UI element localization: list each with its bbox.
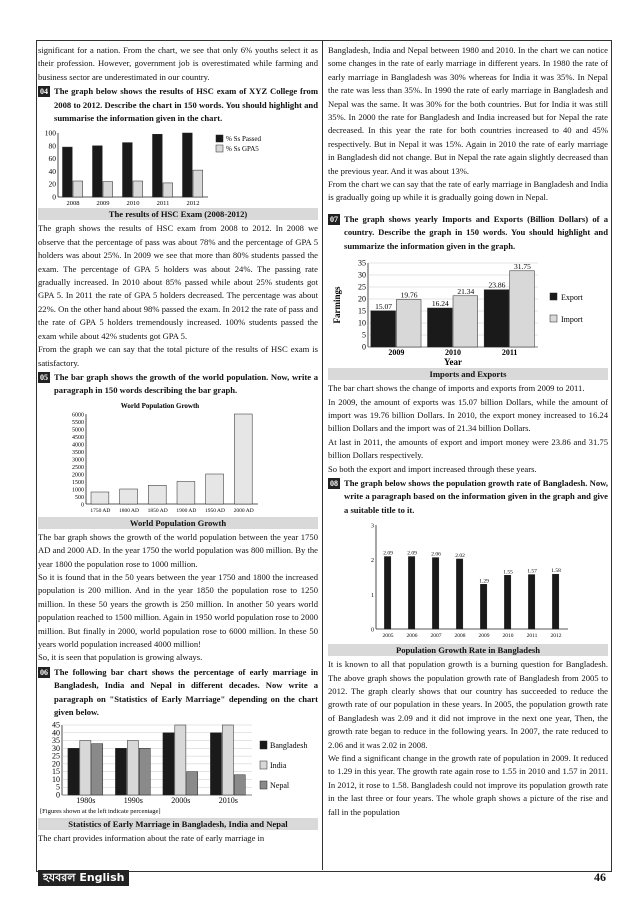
bar [187,772,198,795]
data-label: 1.58 [551,568,561,575]
y-tick-label: 20 [358,294,366,304]
y-axis-label: Farmings [332,286,342,324]
bar [103,182,113,197]
bar [133,181,143,197]
y-tick-label: 10 [52,775,60,785]
legend-swatch [216,135,223,142]
y-tick-label: 30 [358,270,366,280]
legend-label: India [270,761,287,771]
column-divider [322,40,323,870]
bar [428,308,453,347]
x-tick-label: 2000s [171,796,191,806]
legend-label: Import [561,315,583,325]
y-tick-label: 0 [371,627,374,634]
bar [234,775,245,795]
x-tick-label: 2008 [66,200,80,208]
right-column [328,44,608,819]
question-number: 04 [40,87,48,97]
x-tick-label: 2010 [445,348,461,358]
chart-caption: Imports and Exports [328,368,608,380]
x-tick-label: 1750 AD [90,507,111,514]
x-tick-label: 2011 [156,200,170,208]
y-tick-label: 4500 [72,434,84,441]
legend-label: Nepal [270,781,290,791]
answer-paragraph: The chart provides information about the rate of early marriage in [38,833,265,844]
legend-swatch [260,781,267,789]
y-tick-label: 20 [48,180,56,190]
bar [480,584,486,629]
data-label: 1.57 [527,568,537,575]
x-tick-label: 2007 [430,633,442,640]
question-08 [328,477,608,517]
y-tick-label: 30 [52,744,60,754]
x-tick-label: 2009 [388,348,405,358]
y-tick-label: 4000 [72,442,84,449]
chart-caption: The results of HSC Exam (2008-2012) [38,208,318,220]
answer-paragraph: So it is found that in the 50 years between the year 1750 and 1800 the increased population is 200 million. And in the year 1850 the population rose to 1250 million. In these 50 years the growth is 250 million. In another 50 years world population reached to 1500 million. Again in 1950 world population rose to 2000 million. But finally in 2000, world population rose to 6000 million. In these 50 years world population increased 4000 million! [38,571,318,649]
bar [528,575,534,629]
imports-exports-chart [328,255,608,367]
bar [123,143,133,197]
question-text: The graph below shows the population growth rate of Bangladesh. Now, write a paragraph based on the information given in the graph and give a suitable title to it. [344,477,608,515]
legend-swatch [550,315,557,322]
bar [504,575,510,629]
y-tick-label: 15 [358,306,366,316]
legend-label: Export [561,293,583,303]
data-label: 2.06 [431,551,441,558]
answer-paragraph: The bar chart shows the change of imports and exports from 2009 to 2011. [328,383,585,394]
bar [80,741,91,795]
page-footer [36,868,610,890]
data-label: 16.24 [431,299,449,309]
answer-paragraph: The graph shows the results of HSC exam from 2008 to 2012. In 2008 we observe that the percentage of pass was about 78% and the percentage of GPA 5 holders was about 25%. In 2009 we see that more than 80% students passed the exam. The percentage of GPA 5 holders was about 24%. The passing rate gradually increased. In 2010 about 85% passed while about 25% students got GPA 5. In 2011 the rate of GPA 5 holders decreased. The percentage was about 22%. On the other hand about 98% passed the exam. In 2012 the rate of pass and the rate of GPA 5 holders tremendously increased. 100% students passed the exam while about 42% students got GPA 5. [38,223,318,341]
bar [384,557,390,629]
answer-paragraph: Bangladesh, India and Nepal between 1980 and 2010. In the chart we can notice some changes in the rate of early marriage in different years. In 1980 the rate of early marriage in Bangladesh was 30% whereas for India it was 35%. In Nepal the rate was less than 35%. In 1990 the rate of early marriage in Bangladesh and Nepal was the same. It was 30% for the both countries. But for India it was still 35%. In 2000 the rate for Bangladesh and India increased but for Nepal the rate decreased. In this year the rate for both countries increased to 40 and 45% respectively. But in Nepal it was 15%. Again in 2010 the rate of early marriage in Bangladesh did not change. But in Nepal the rate again slightly decreased than the previous year. And it was about 13%. [328,45,608,176]
y-tick-label: 25 [52,752,60,762]
y-tick-label: 10 [358,318,366,328]
data-label: 21.34 [457,286,475,296]
y-tick-label: 40 [52,728,60,738]
x-tick-label: 2006 [406,633,418,640]
x-tick-label: 1850 AD [147,507,168,514]
bar [371,311,396,347]
bar [127,741,138,795]
bar [120,489,138,504]
y-tick-label: 3 [371,523,374,530]
bar [148,485,166,504]
left-column [38,44,318,846]
bar [206,474,224,504]
data-label: 1.29 [479,578,489,585]
question-text: The graph shows yearly Imports and Exports (Billion Dollars) of a country. Describe the graph in 150 words. You should highlight and summarize the information given in the graph. [344,213,608,251]
x-tick-label: 2009 [96,200,110,208]
question-05 [38,371,318,398]
y-tick-label: 1000 [72,487,84,494]
bar [222,725,233,795]
y-tick-label: 0 [81,502,84,509]
legend-label: % Ss GPA5 [226,145,259,154]
bar [210,733,221,795]
y-tick-label: 5000 [72,427,84,434]
question-number: 07 [330,214,338,224]
bar [193,171,203,198]
y-tick-label: 2 [371,558,374,565]
question-04 [38,85,318,125]
bar [175,725,186,795]
question-number: 05 [40,372,48,382]
y-tick-label: 35 [52,736,60,746]
y-tick-label: 5 [362,330,366,340]
answer-paragraph: From the graph we can say that the total picture of the results of HSC exam is satisfactory. [38,344,318,368]
bar [484,290,509,347]
question-number: 06 [40,667,48,677]
hsc-results-chart [38,127,318,207]
data-label: 23.86 [488,280,506,290]
bar [183,133,193,197]
bar [396,300,421,347]
bar [139,749,150,796]
bar [456,559,462,629]
y-tick-label: 0 [56,790,60,800]
y-tick-label: 60 [48,154,56,164]
question-text: The bar graph shows the growth of the world population. Now, write a paragraph in 150 words describing the bar graph. [54,371,318,396]
answer-paragraph: We find a significant change in the growth rate of population in 2009. It reduced to 1.29 in this year. The growth rate again rose to 1.55 in 2010 and 1.57 in 2011. In 2012, it rose to 1.58. Bangladesh could not improve its population growth rate in the last three or four years. The whole graph shows a picture of the rise and fall in the population [328,753,608,817]
page-number: 46 [594,870,606,884]
y-tick-label: 1500 [72,479,84,486]
bar [92,744,103,795]
intro-paragraph: significant for a nation. From the chart, we see that only 6% youths select it as their profession. However, government job is overestimated while farming and business sector are underestimated in our country. [38,45,318,82]
answer-paragraph: So both the export and import increased through these years. [328,463,537,474]
chart-caption: World Population Growth [38,517,318,529]
y-tick-label: 2500 [72,464,84,471]
answer-paragraph: In 2009, the amount of exports was 15.07 billion Dollars, while the amount of import was 19.76 billion Dollars. In 2010, the export money increased to 16.24 billion Dollars and the import was of 21.34 billion Dollars. [328,396,608,434]
data-label: 19.76 [400,290,418,300]
world-population-chart [38,400,318,516]
bar [93,146,103,197]
y-tick-label: 3500 [72,449,84,456]
y-tick-label: 25 [358,282,366,292]
bar [63,148,73,198]
answer-paragraph: At last in 2011, the amounts of export and import money were 23.86 and 31.75 billion Dollars respectively. [328,436,608,461]
legend-swatch [260,741,267,749]
x-tick-label: 1980s [76,796,96,806]
bar [234,414,252,504]
y-tick-label: 5500 [72,419,84,426]
data-label: 1.55 [503,569,513,576]
x-tick-label: 2000 AD [233,507,254,514]
bar [163,183,173,197]
y-tick-label: 6000 [72,412,84,419]
bar [177,481,195,504]
early-marriage-chart [38,721,318,817]
legend-swatch [550,293,557,300]
chart-note: [Figures shown at the left indicate percentage] [40,808,161,816]
bar [552,574,558,629]
x-tick-label: 1950 AD [204,507,226,514]
y-tick-label: 5 [56,783,60,793]
question-text: The following bar chart shows the percentage of early marriage in Bangladesh, India and Nepal in different decades. Now write a paragraph on "Statistics of Early Marriage" depending on the chart given below. [54,666,318,717]
data-label: 2.09 [383,550,393,557]
chart-caption: Statistics of Early Marriage in Bangladesh, India and Nepal [38,818,318,830]
y-tick-label: 15 [52,767,60,777]
answer-paragraph: From the chart we can say that the rate of early marriage in Bangladesh and India is gradually going up while it is gradually going down in Nepal. [328,179,608,203]
x-tick-label: 2012 [186,200,200,208]
bar [91,492,109,504]
y-tick-label: 100 [44,128,56,138]
answer-paragraph: It is known to all that population growth is a burning question for Bangladesh. The above graph shows the population growth rate of Bangladesh from 2005 to 2012. The graph clearly shows that our country has succeeded to reduce the growth rate of our population in these years. In 2005, the population growth rate of Bangladesh was 2.09 and it did not improve in the next one year, Then, the growth rate began to reduce in the following years. In 2007, the rate reduced to 2.06 and it was 2.02 in 2008. [328,659,608,750]
y-tick-label: 45 [52,721,60,730]
bar [73,181,83,197]
x-axis-label: Year [444,357,462,368]
x-tick-label: 2008 [454,633,466,640]
x-tick-label: 2005 [382,633,394,640]
data-label: 15.07 [375,301,393,311]
legend-swatch [216,145,223,152]
question-text: The graph below shows the results of HSC exam of XYZ College from 2008 to 2012. Describe the chart in 150 words. You should highlight and summarise the information given in the chart. [54,86,318,124]
y-tick-label: 3000 [72,457,84,464]
y-tick-label: 40 [48,167,56,177]
question-06 [38,666,318,720]
y-tick-label: 500 [75,494,84,501]
brand-label: হযবরল English [38,870,129,886]
x-tick-label: 1990s [123,796,143,806]
legend-swatch [260,761,267,769]
legend-label: Bangladesh [270,741,308,751]
data-label: 2.02 [455,553,465,560]
x-tick-label: 2012 [550,633,562,640]
y-tick-label: 2000 [72,472,84,479]
x-tick-label: 1900 AD [176,507,197,514]
x-tick-label: 2011 [501,348,518,358]
answer-paragraph: So, it is seen that population is growing always. [38,652,203,663]
y-tick-label: 80 [48,141,56,151]
x-tick-label: 2010s [218,796,238,806]
question-number: 08 [330,478,338,488]
question-07 [328,213,608,253]
y-tick-label: 0 [362,342,366,352]
bar [453,296,478,347]
bar [68,749,79,796]
legend-label: % Ss Passed [226,135,262,144]
chart-caption: Population Growth Rate in Bangladesh [328,644,608,656]
x-tick-label: 1800 AD [118,507,140,514]
population-growth-rate-chart [328,519,608,643]
y-tick-label: 20 [52,759,60,769]
answer-paragraph: The bar graph shows the growth of the world population between the year 1750 AD and 2000 AD. In the year 1750 the world population was 800 million. By the year 1800 the population rose to 1000 million. [38,531,318,569]
bar [163,733,174,795]
y-tick-label: 1 [371,592,374,599]
chart-title: World Population Growth [120,401,200,410]
bar [510,271,535,347]
bar [115,749,126,796]
bar [432,558,438,629]
bar [153,135,163,198]
x-tick-label: 2009 [478,633,490,640]
y-tick-label: 0 [52,192,56,202]
data-label: 31.75 [513,261,531,271]
bar [408,557,414,629]
x-tick-label: 2010 [502,633,514,640]
y-tick-label: 35 [358,258,366,268]
x-tick-label: 2011 [526,633,538,640]
x-tick-label: 2010 [126,200,140,208]
data-label: 2.09 [407,550,417,557]
